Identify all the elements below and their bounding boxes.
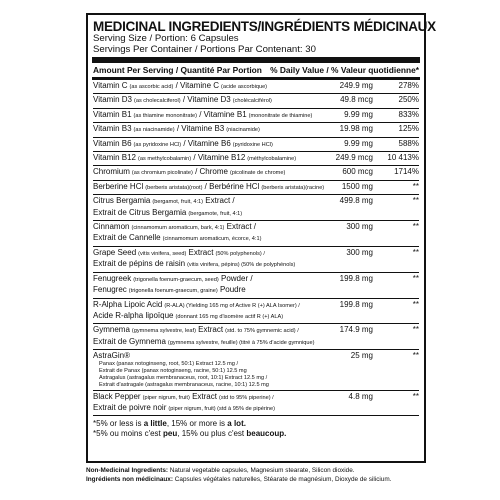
ingredient-main-text: / Chrome bbox=[192, 167, 228, 177]
ingredient-daily-value: ** bbox=[412, 273, 419, 283]
ingredient-amount: 19.98 mg bbox=[339, 124, 373, 134]
ingredient-row bbox=[93, 324, 419, 350]
ingredient-name-line bbox=[93, 392, 315, 403]
ingredient-source-text: (gymnema sylvestre, leaf) bbox=[131, 328, 196, 335]
ingredient-source-text: (cinnamomum aromaticum, écorce, 4:1) bbox=[162, 236, 262, 243]
supplement-facts-panel bbox=[86, 13, 436, 463]
ingredient-source-text: (cholécalciférol) bbox=[232, 98, 272, 105]
ingredient-row bbox=[93, 94, 419, 108]
ingredient-source-text: (berberis aristata)(root) bbox=[145, 184, 203, 191]
ingredient-main-text: Extrait de pépins de raisin bbox=[93, 259, 186, 269]
sub-ingredient-line: Panax (panax notoginseng, root, 50:1) Extract 12.5 mg / bbox=[99, 360, 238, 367]
ingredient-main-text: Extrait de Cannelle bbox=[93, 233, 161, 243]
ingredient-source-text: (as methylcobalamin) bbox=[138, 156, 192, 163]
ingredient-daily-value: 250% bbox=[398, 95, 419, 105]
ingredient-source-text: (méthylcobalamine) bbox=[247, 156, 297, 163]
ingredient-source-text: (piper nigrum, fruit) (std à 95% de pipérine) bbox=[168, 405, 276, 412]
ingredient-name bbox=[93, 391, 315, 416]
ingredient-amount: 49.8 mcg bbox=[340, 95, 373, 105]
ingredient-amount: 9.99 mg bbox=[344, 109, 373, 119]
ingredient-source-text: (trigonella foenum-graecum, seed) bbox=[133, 276, 219, 283]
ingredient-name bbox=[93, 350, 315, 389]
ingredient-source-text: (as pyridoxine HCl) bbox=[133, 141, 182, 148]
ingredient-name bbox=[93, 94, 315, 107]
ingredient-row bbox=[93, 181, 419, 195]
ingredient-main-text: Gymnema bbox=[93, 325, 130, 335]
non-medicinal-english: Non-Medicinal Ingredients: Natural vegetable capsules, Magnesium stearate, Silicon dioxide. bbox=[86, 467, 355, 474]
ingredient-source-text: (cinnamomum aromaticum, bark, 4:1) bbox=[131, 225, 225, 232]
ingredient-row bbox=[93, 391, 419, 417]
ingredient-name-line bbox=[93, 167, 315, 178]
ingredient-main-text: AstraGin® bbox=[93, 351, 131, 361]
ingredient-name bbox=[93, 138, 315, 151]
ingredient-main-text: Grape Seed bbox=[93, 247, 137, 257]
ingredient-daily-value: ** bbox=[412, 391, 419, 401]
ingredient-main-text: Extract / bbox=[203, 196, 235, 206]
ingredient-source-text: (acide ascorbique) bbox=[221, 84, 268, 90]
footnote-french: *5% ou moins c'est peu, 15% ou plus c'est beaucoup. bbox=[93, 429, 287, 439]
ingredient-main-text: Vitamin D3 bbox=[93, 95, 132, 105]
ingredient-amount: 174.9 mg bbox=[339, 325, 373, 335]
ingredient-amount: 300 mg bbox=[346, 222, 373, 232]
column-header bbox=[93, 63, 419, 77]
ingredient-amount: 249.9 mg bbox=[339, 81, 373, 90]
ingredient-amount: 9.99 mg bbox=[344, 138, 373, 148]
ingredient-daily-value: ** bbox=[412, 299, 419, 309]
ingredient-name-line bbox=[93, 403, 315, 414]
ingredient-main-text: Fenugreek bbox=[93, 273, 132, 283]
sub-ingredient-line: Astragalus (astragalus membranaceus, root, 10:1) Extract 12.5 mg / bbox=[99, 374, 268, 381]
ingredient-daily-value: ** bbox=[412, 196, 419, 206]
ingredient-daily-value: 833% bbox=[398, 109, 419, 119]
ingredient-source-text: (as thiamine mononitrate) bbox=[133, 112, 197, 119]
ingredient-name-line bbox=[93, 81, 315, 92]
ingredient-table bbox=[93, 80, 419, 416]
ingredient-name bbox=[93, 195, 315, 220]
ingredient-name bbox=[93, 247, 315, 272]
ingredient-name bbox=[93, 181, 325, 194]
ingredient-main-text: / Berbérine HCl bbox=[202, 181, 260, 191]
ingredient-main-text: Vitamin C bbox=[93, 81, 128, 90]
ingredient-source-text: (bergamote, fruit, 4:1) bbox=[188, 210, 243, 217]
ingredient-row bbox=[93, 152, 419, 166]
ingredient-row bbox=[93, 221, 419, 247]
sub-ingredient-line: Extrait de Panax (panax notoginseng, racine, 50:1) 12.5 mg bbox=[99, 367, 247, 374]
ingredient-main-text: Acide R-alpha lipoïque bbox=[93, 310, 174, 320]
ingredient-amount: 249.9 mcg bbox=[335, 153, 373, 163]
ingredient-main-text: Citrus Bergamia bbox=[93, 196, 151, 206]
ingredient-name bbox=[93, 273, 315, 298]
ingredient-source-text: (berberis aristata)(racine) bbox=[261, 184, 325, 191]
ingredient-amount: 25 mg bbox=[350, 351, 373, 361]
ingredient-source-text: (gymnema sylvestre, feuille) (titré à 75% d'acide gymnique) bbox=[167, 339, 315, 346]
ingredient-daily-value: ** bbox=[412, 222, 419, 232]
ingredient-source-text: (niacinamide) bbox=[226, 127, 260, 134]
ingredient-name bbox=[93, 80, 315, 93]
ingredient-main-text: Black Pepper bbox=[93, 391, 141, 401]
ingredient-main-text: Extract bbox=[186, 247, 214, 257]
ingredient-name-line bbox=[93, 181, 325, 193]
ingredient-source-text: (as niacinamide) bbox=[133, 127, 175, 134]
ingredient-name bbox=[93, 123, 315, 136]
ingredient-name-line bbox=[93, 259, 315, 270]
ingredient-name-line bbox=[93, 110, 315, 121]
ingredient-main-text: / Vitamine C bbox=[173, 81, 220, 90]
ingredient-source-text: (as chromium picolinate) bbox=[131, 170, 193, 177]
ingredient-daily-value: 278% bbox=[398, 81, 419, 90]
ingredient-amount: 600 mcg bbox=[342, 167, 373, 177]
ingredient-name-line bbox=[93, 311, 315, 322]
ingredient-daily-value: ** bbox=[412, 351, 419, 361]
ingredient-main-text: Extrait de poivre noir bbox=[93, 402, 167, 412]
ingredient-row bbox=[93, 166, 419, 180]
ingredient-amount: 1500 mg bbox=[341, 181, 373, 191]
ingredient-name-line bbox=[93, 337, 315, 348]
ingredient-name bbox=[93, 152, 315, 165]
ingredient-row bbox=[93, 350, 419, 390]
ingredient-main-text: Extract bbox=[189, 391, 217, 401]
ingredient-main-text: / Vitamine D3 bbox=[180, 95, 231, 105]
ingredient-row bbox=[93, 299, 419, 325]
ingredient-amount: 199.8 mg bbox=[339, 299, 373, 309]
ingredient-source-text: (mononitrate de thiamine) bbox=[248, 112, 313, 119]
servings-per-container: Servings Per Container / Portions Par Contenant: 30 bbox=[93, 43, 316, 55]
ingredient-main-text: Extract bbox=[195, 325, 224, 335]
ingredient-main-text: Cinnamon bbox=[93, 222, 130, 232]
sub-ingredient-line: Extrait d'astragale (astragalus membranaceus, racine, 10:1) 12.5 mg bbox=[99, 381, 269, 388]
ingredient-name-line bbox=[93, 351, 315, 360]
ingredient-main-text: Vitamin B12 bbox=[93, 153, 136, 163]
ingredient-name-line bbox=[93, 285, 315, 296]
ingredient-main-text: Extrait de Gymnema bbox=[93, 336, 166, 346]
ingredient-main-text: Vitamin B1 bbox=[93, 109, 132, 119]
ingredient-source-text: (std to 95% piperine) / bbox=[218, 394, 274, 401]
ingredient-daily-value: ** bbox=[412, 247, 419, 257]
ingredient-source-text: (R-ALA) (Yielding 165 mg of Active R (+) ALA Isomer) / bbox=[164, 302, 300, 309]
ingredient-name-line bbox=[93, 325, 315, 336]
ingredient-source-text: (piper nigrum, fruit) bbox=[142, 394, 190, 401]
panel-title: MEDICINAL INGREDIENTS/INGRÉDIENTS MÉDICINAUX bbox=[93, 19, 436, 34]
ingredient-name-line bbox=[93, 208, 315, 219]
ingredient-daily-value: 1714% bbox=[394, 167, 419, 177]
ingredient-main-text: Poudre bbox=[217, 285, 246, 295]
ingredient-name-line bbox=[93, 196, 315, 207]
ingredient-main-text: / Vitamine B12 bbox=[191, 153, 246, 163]
ingredient-main-text: Fenugrec bbox=[93, 285, 127, 295]
ingredient-amount: 4.8 mg bbox=[348, 391, 373, 401]
amount-header: Amount Per Serving / Quantité Par Portion bbox=[93, 65, 262, 75]
ingredient-daily-value: ** bbox=[412, 181, 419, 191]
ingredient-daily-value: ** bbox=[412, 325, 419, 335]
ingredient-row bbox=[93, 195, 419, 221]
ingredient-main-text: R-Alpha Lipoic Acid bbox=[93, 299, 163, 309]
ingredient-source-text: (as ascorbic acid) bbox=[129, 84, 174, 90]
ingredient-source-text: (vitis vinifera, seed) bbox=[138, 250, 187, 257]
ingredient-name bbox=[93, 109, 315, 122]
ingredient-main-text: / Vitamine B6 bbox=[181, 138, 231, 148]
ingredient-main-text: Vitamin B3 bbox=[93, 124, 132, 134]
ingredient-name-line bbox=[93, 139, 315, 150]
serving-size: Serving Size / Portion: 6 Capsules bbox=[93, 33, 239, 44]
ingredient-source-text: (as cholecalciferol) bbox=[133, 98, 181, 105]
ingredient-main-text: Extract / bbox=[224, 222, 256, 232]
ingredient-source-text: (std. to 75% gymnemic acid) / bbox=[225, 328, 299, 335]
ingredient-row bbox=[93, 273, 419, 299]
ingredient-name-line bbox=[93, 233, 315, 244]
ingredient-row bbox=[93, 247, 419, 273]
ingredient-name-line bbox=[93, 95, 315, 106]
daily-value-footnote bbox=[93, 416, 419, 439]
ingredient-name bbox=[93, 324, 315, 349]
ingredient-amount: 300 mg bbox=[346, 247, 373, 257]
ingredient-name bbox=[93, 299, 315, 324]
ingredient-name bbox=[93, 221, 315, 246]
ingredient-row bbox=[93, 138, 419, 152]
ingredient-name-line bbox=[93, 300, 315, 311]
ingredient-amount: 499.8 mg bbox=[339, 196, 373, 206]
ingredient-daily-value: 10 413% bbox=[387, 153, 419, 163]
ingredient-source-text: (trigonella foenum-graecum, graine) bbox=[128, 288, 218, 295]
ingredient-name bbox=[93, 166, 315, 179]
ingredient-name-line bbox=[93, 222, 315, 233]
footnote-english: *5% or less is a little, 15% or more is a lot. bbox=[93, 419, 246, 429]
ingredient-source-text: (donnant 165 mg d'isomère actif R (+) ALA) bbox=[175, 313, 284, 320]
non-medicinal-ingredients bbox=[86, 467, 486, 484]
ingredient-name-line bbox=[93, 124, 315, 135]
ingredient-daily-value: 588% bbox=[398, 138, 419, 148]
ingredient-source-text: (50% polyphenols) / bbox=[215, 250, 265, 257]
ingredient-amount: 199.8 mg bbox=[339, 273, 373, 283]
ingredient-main-text: Berberine HCl bbox=[93, 181, 144, 191]
ingredient-daily-value: 125% bbox=[398, 124, 419, 134]
ingredient-row bbox=[93, 109, 419, 123]
ingredient-main-text: Powder / bbox=[218, 273, 253, 283]
ingredient-name-line bbox=[93, 274, 315, 285]
ingredient-main-text: Vitamin B6 bbox=[93, 138, 132, 148]
ingredient-source-text: (bergamot, fruit, 4:1) bbox=[152, 199, 204, 206]
ingredient-source-text: (vitis vinifera, pépins) (50% de polyphénols) bbox=[187, 262, 296, 269]
ingredient-name-line bbox=[93, 153, 315, 164]
ingredient-source-text: (picolinate de chrome) bbox=[229, 170, 286, 177]
ingredient-main-text: Chromium bbox=[93, 167, 130, 177]
daily-value-header: % Daily Value / % Valeur quotidienne* bbox=[270, 65, 419, 75]
ingredient-name-line bbox=[93, 248, 315, 259]
ingredient-main-text: / Vitamine B1 bbox=[196, 109, 247, 119]
non-medicinal-french: Ingrédients non médicinaux: Capsules végétales naturelles, Stéarate de magnésium, Dioxyde de silicium. bbox=[86, 475, 392, 483]
ingredient-main-text: / Vitamine B3 bbox=[174, 124, 225, 134]
ingredient-row bbox=[93, 123, 419, 137]
ingredient-main-text: Extrait de Citrus Bergamia bbox=[93, 207, 187, 217]
ingredient-row bbox=[93, 80, 419, 94]
ingredient-source-text: (pyridoxine HCl) bbox=[232, 141, 273, 148]
